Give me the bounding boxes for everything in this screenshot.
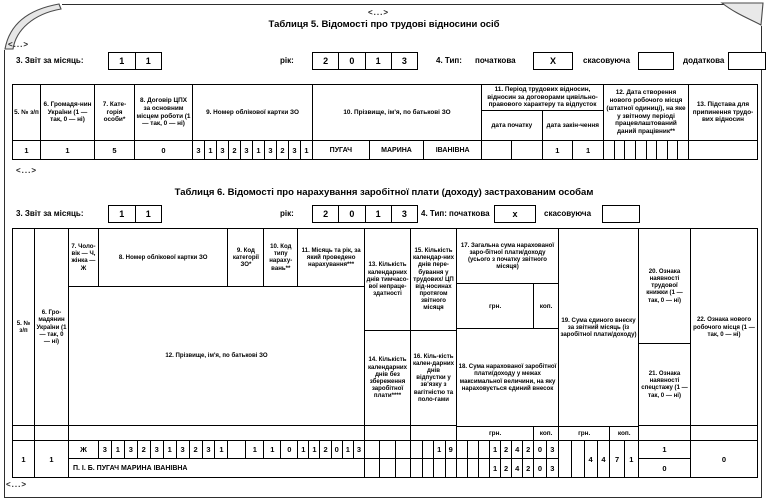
- t5-col7-header: 7. Кате-горія особи*: [95, 85, 134, 141]
- t6-col13-spacer: [365, 426, 410, 441]
- t5-row-new-workplace-date: [604, 141, 688, 159]
- omission-mark-left: <...>: [8, 40, 30, 49]
- form-cell: 2: [277, 141, 289, 159]
- form-cell: [604, 141, 615, 159]
- t6-col5-spacer: [13, 426, 34, 441]
- t6-col19-hrn-header: грн.: [559, 427, 610, 440]
- form-cell: [479, 459, 490, 477]
- form-cell: [457, 441, 468, 458]
- form-cell: 1: [112, 441, 125, 458]
- form-cell: [423, 441, 435, 458]
- t5-type-label: 4. Тип:: [436, 56, 462, 65]
- omission-mark-bottom: <...>: [6, 480, 28, 489]
- t6-row-capped-hrn: [457, 459, 534, 477]
- form-cell: 3: [265, 141, 277, 159]
- t6-row-accrual-type: [264, 441, 298, 458]
- form-cell: 3: [401, 209, 407, 219]
- form-cell: 3: [401, 56, 407, 66]
- form-cell: [411, 441, 423, 458]
- form-cell: 2: [313, 206, 339, 222]
- t5-row-citizen: 1: [65, 145, 70, 155]
- t6-row-total-hrn: [457, 441, 534, 458]
- form-cell: 1: [304, 145, 309, 155]
- form-cell: [636, 141, 647, 159]
- form-cell: 7: [610, 441, 624, 477]
- form-cell: [657, 141, 668, 159]
- form-cell: [411, 459, 423, 477]
- table5-title: Таблиця 5. Відомості про трудові відносини осіб: [268, 19, 500, 30]
- t6-report-month-label: 3. Звіт за місяць:: [16, 209, 84, 218]
- t5-type-cancel-label: скасовуюча: [583, 56, 631, 65]
- t6-col12-spacer: [69, 426, 364, 441]
- t5-row-start-date: [482, 141, 543, 159]
- t5-col8-header: 8. Договір ЦПХ за основним місцем роботи (1 — так, 0 — ні): [135, 85, 192, 141]
- form-cell: [615, 141, 626, 159]
- t5-col11-start-header: дата початку: [482, 111, 543, 140]
- form-cell: 4: [585, 441, 598, 477]
- table5: [12, 84, 758, 160]
- form-cell: 1: [145, 209, 151, 219]
- form-cell: 2: [229, 141, 241, 159]
- t6-col16-header: 16. Кіль-кість кален-дарних днів відпустки у зв'язку з вагітністю та поло-гами: [411, 331, 456, 427]
- t6-col13-header: 13. Кількість календарних днів тимчасо-вої непраце-здатності: [365, 229, 410, 331]
- t6-report-month-box: [108, 205, 162, 223]
- t6-col17-kop-header: коп.: [539, 302, 553, 310]
- form-cell: 1: [219, 445, 224, 455]
- table5-filter-row: [12, 52, 760, 70]
- t5-type-extra-box: [728, 52, 766, 70]
- form-cell: [423, 459, 435, 477]
- form-cell: 1: [145, 56, 151, 66]
- t5-col9-header: 9. Номер облікової картки ЗО: [193, 85, 312, 141]
- form-cell: [572, 441, 585, 477]
- form-cell: 1: [343, 441, 354, 458]
- form-cell: [512, 141, 541, 159]
- t6-col6-header: 6. Гро-мадянин України (1 — так, 0 — ні): [35, 229, 68, 426]
- t6-row-esv-kop: [610, 441, 638, 477]
- form-cell: [647, 141, 658, 159]
- form-cell: [446, 459, 457, 477]
- t5-row-card-number: [193, 141, 312, 159]
- t5-row-civil-contract: 0: [161, 145, 166, 155]
- t6-row-sex: Ж: [69, 441, 99, 458]
- t6-row-citizen: 1: [49, 454, 54, 464]
- form-cell: 4: [601, 454, 606, 464]
- t6-row-total-kop: [534, 441, 558, 458]
- form-cell: [678, 141, 688, 159]
- form-cell: 1: [586, 145, 591, 155]
- t6-row-sick-days: [365, 441, 410, 459]
- t5-col5-header: 5. № з/п: [13, 85, 40, 141]
- t6-col14-header: 14. Кількість календарних днів без збереження заробітної плати****: [365, 331, 410, 427]
- t6-row-maternity-days: [411, 459, 456, 477]
- form-cell: 1: [164, 441, 177, 458]
- form-cell: 3: [99, 441, 112, 458]
- t6-col8-header: 8. Номер облікової картки ЗО: [99, 229, 229, 286]
- t6-col6-spacer: [35, 426, 68, 441]
- form-cell: 0: [339, 53, 365, 69]
- form-cell: 1: [253, 141, 265, 159]
- t6-col19-kop-header: коп.: [617, 430, 631, 437]
- form-cell: [468, 459, 479, 477]
- t5-type-cancel-box: [638, 52, 674, 70]
- form-cell: 2: [313, 53, 339, 69]
- form-cell: 3: [193, 141, 205, 159]
- form-cell: [380, 441, 395, 458]
- t5-col12-header: 12. Дата створення нового робочого місця (штатної одиниці), на яке у звітному періоді працевлаштований даний працівник**: [604, 85, 688, 141]
- t6-col5-header: 5. № з/п: [13, 229, 34, 426]
- omission-mark-middle: <...>: [16, 166, 38, 175]
- t6-type-initial-label: початкова: [449, 209, 490, 218]
- form-cell: 3: [356, 445, 361, 455]
- form-cell: 3: [289, 141, 301, 159]
- form-cell: 1: [205, 141, 217, 159]
- t6-col10-header: 10. Код типу нараху-вань**: [264, 229, 298, 286]
- t6-type-initial-box: [494, 205, 536, 223]
- form-cell: 1: [543, 141, 574, 159]
- form-cell: 2: [138, 441, 151, 458]
- form-cell: 2: [501, 459, 512, 477]
- t6-row-workbook-flag: 1: [639, 441, 690, 459]
- form-cell: 1: [434, 441, 446, 458]
- t5-row-num: 1: [24, 145, 29, 155]
- form-cell: 3: [177, 441, 190, 458]
- t6-row-card-number: [99, 441, 229, 458]
- t6-year-box: [312, 205, 418, 223]
- form-cell: 1: [490, 459, 501, 477]
- t5-col10-header: 10. Прізвище, ім'я, по батькові ЗО: [313, 85, 481, 141]
- table6-title: Таблиця 6. Відомості про нарахування заробітної плати (доходу) застрахованим особам: [174, 187, 594, 198]
- t6-col11-header: 11. Місяць та рік, за який проведено нарахування***: [301, 246, 361, 268]
- t5-type-extra-label: додаткова: [683, 56, 725, 65]
- t6-row-employed-days: [411, 441, 456, 459]
- t5-col11-header: 11. Період трудових відносин, відносин за договорами цивільно-правового характеру та відпусток: [482, 85, 603, 111]
- t6-type-cancel-box: [602, 205, 640, 223]
- form-cell: 1: [490, 441, 501, 458]
- t6-col15-spacer: [411, 426, 456, 441]
- form-cell: 2: [320, 441, 331, 458]
- form-cell: 3: [550, 463, 555, 473]
- table6-filter-row: [12, 205, 760, 223]
- form-cell: [457, 459, 468, 477]
- t5-row-termination: [689, 141, 757, 159]
- form-cell: [468, 441, 479, 458]
- t6-row-spec-exp-flag: 0: [662, 463, 667, 473]
- t5-type-initial-box: [533, 52, 573, 70]
- t5-row-name: МАРИНА: [370, 141, 425, 159]
- t6-col17-hrn-header: грн.: [457, 284, 534, 328]
- t6-type-initial-value: х: [512, 209, 518, 219]
- t5-year-label: рік:: [280, 56, 294, 65]
- form-cell: 3: [241, 141, 253, 159]
- t6-col18-hrn-header: грн.: [457, 427, 534, 440]
- t6-row-pib: П. І. Б. ПУГАЧ МАРИНА ІВАНІВНА: [73, 464, 188, 472]
- t6-row-esv-hrn: [559, 441, 610, 477]
- form-cell: [396, 459, 410, 477]
- form-cell: 1: [366, 206, 392, 222]
- omission-mark-top: <...>: [368, 8, 390, 17]
- form-cell: [559, 441, 572, 477]
- form-cell: 1: [109, 206, 136, 222]
- t6-row-new-workplace-flag: 0: [721, 454, 727, 464]
- form-cell: 0: [339, 206, 365, 222]
- t5-row-category: 5: [112, 145, 117, 155]
- t6-col22-spacer: [691, 426, 757, 441]
- t6-row-month-year: [298, 441, 364, 458]
- t6-type-cancel-value: [603, 206, 639, 222]
- t5-col6-header: 6. Громадя-нин України (1 — так, 0 — ні): [41, 85, 94, 141]
- t6-col18-kop-header: коп.: [539, 430, 553, 437]
- t5-report-month-box: [108, 52, 162, 70]
- form-cell: 1: [109, 53, 136, 69]
- t6-col20-header: 20. Ознака наявності трудової книжки (1 — так, 0 — ні): [639, 229, 690, 344]
- t6-col19-header: 19. Сума єдиного внеску за звітний місяць (із заробітної плати/доходу): [559, 229, 638, 427]
- t5-type-extra-value: [729, 53, 765, 69]
- t6-col12-header: 12. Прізвище, ім'я, по батькові ЗО: [69, 287, 364, 426]
- t5-type-cancel-value: [639, 53, 673, 69]
- form-cell: [365, 441, 380, 458]
- form-cell: 3: [203, 441, 216, 458]
- form-cell: 2: [501, 441, 512, 458]
- form-cell: [434, 459, 446, 477]
- t5-year-box: [312, 52, 418, 70]
- form-cell: 0: [534, 459, 546, 477]
- form-cell: 2: [526, 463, 531, 473]
- form-cell: [228, 441, 246, 458]
- t5-row-end-date: [543, 141, 604, 159]
- t6-col21-header: 21. Ознака наявності спецстажу (1 — так, 0 — ні): [639, 344, 690, 427]
- t6-row-category: [228, 441, 264, 458]
- form-cell: 3: [125, 441, 138, 458]
- t6-col18-header: 18. Сума нарахованої заробітної плати/доходу у межах максимальної величини, на яку нараховується єдиний внесок: [457, 329, 558, 427]
- form-cell: 3: [217, 141, 229, 159]
- form-cell: 2: [190, 441, 203, 458]
- t5-col13-header: 13. Підстава для припинення трудо-вих відносин: [689, 85, 757, 141]
- form-cell: 3: [550, 445, 555, 454]
- t5-type-initial-label: початкова: [475, 56, 516, 65]
- form-cell: 4: [512, 459, 523, 477]
- t6-type-cancel-label: скасовуюча: [544, 209, 592, 218]
- t6-col7-header: 7. Чоло-вік — Ч, жінка — Ж: [69, 229, 99, 286]
- t6-col15-header: 15. Кількість календар-них днів пере-бування у трудових/ ЦП від-носинах протягом звітного місяця: [411, 229, 456, 331]
- form-cell: [479, 441, 490, 458]
- form-cell: [365, 459, 380, 477]
- form-cell: [668, 141, 679, 159]
- form-cell: 1: [264, 441, 281, 458]
- t6-row-unpaid-days: [365, 459, 410, 477]
- form-cell: 0: [287, 445, 292, 455]
- t6-col22-header: 22. Ознака нового робочого місця (1 — так, 0 — ні): [691, 229, 757, 426]
- table6: [12, 228, 758, 478]
- t6-col20-spacer: [639, 426, 690, 441]
- form-cell: 1: [252, 445, 257, 455]
- form-cell: 0: [332, 441, 343, 458]
- t6-row-capped-kop: [534, 459, 558, 477]
- form-cell: 1: [298, 441, 309, 458]
- t6-col17-header: 17. Загальна сума нарахованої заро-бітної плати/доходу (усього з початку звітного місяця): [457, 229, 558, 284]
- form-cell: [396, 441, 410, 458]
- t6-row-num: 1: [21, 454, 26, 464]
- t5-row-patronymic: ІВАНІВНА: [435, 146, 470, 154]
- t5-type-initial-value: X: [549, 56, 556, 66]
- form-cell: [625, 141, 636, 159]
- t6-col9-header: 9. Код категорії ЗО*: [228, 229, 264, 286]
- form-cell: 2: [526, 445, 531, 454]
- t6-type-label: 4. Тип:: [421, 209, 447, 218]
- form-cell: 0: [534, 441, 546, 458]
- t5-col11-end-header: дата закін-чення: [546, 122, 599, 129]
- form-cell: 1: [366, 53, 392, 69]
- form-cell: [380, 459, 395, 477]
- form-cell: 9: [448, 445, 453, 455]
- form-cell: 1: [629, 454, 634, 464]
- form-cell: 4: [512, 441, 523, 458]
- t5-row-surname: ПУГАЧ: [313, 141, 370, 159]
- form-cell: 1: [309, 441, 320, 458]
- t6-year-label: рік:: [280, 209, 294, 218]
- form-cell: 3: [151, 441, 164, 458]
- form-cell: [482, 141, 512, 159]
- t5-report-month-label: 3. Звіт за місяць:: [16, 56, 84, 65]
